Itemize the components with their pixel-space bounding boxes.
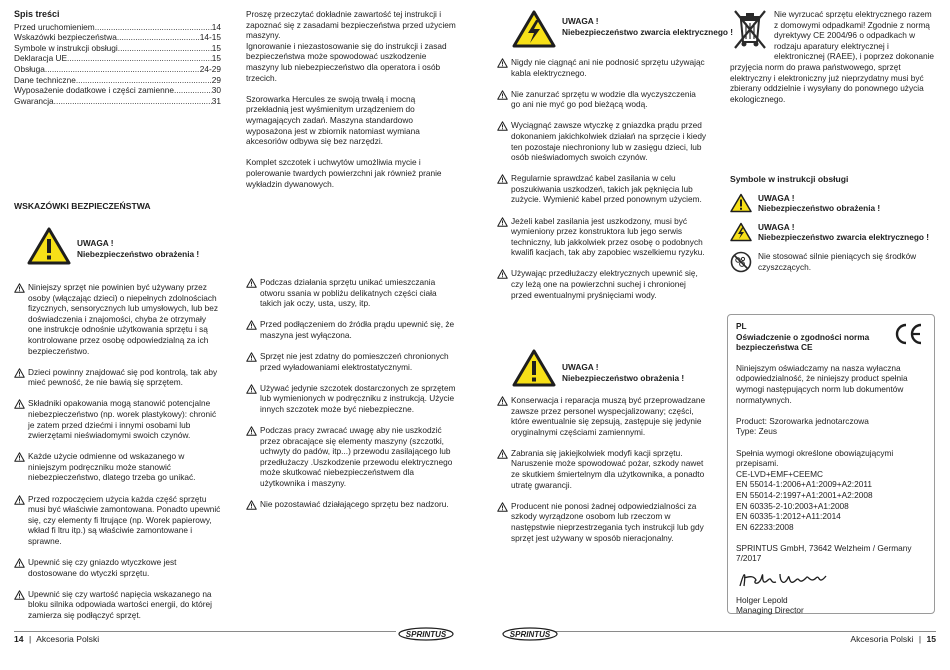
footer-rule-right	[555, 631, 936, 632]
declaration-standards-intro: Spełnia wymogi określone obowiązującymi przepisami.	[736, 447, 894, 469]
footer-rule-left	[14, 631, 396, 632]
safety-item	[497, 173, 707, 205]
toc-item-label: Przed uruchomieniem	[14, 21, 95, 32]
toc-item	[14, 43, 221, 54]
toc-leader	[54, 96, 212, 107]
declaration-date: 7/2017	[736, 553, 762, 564]
injury-safety-list	[497, 395, 707, 554]
standard-item: EN 60335-1:2012+A11:2014	[736, 511, 841, 522]
electric-warning-icon	[730, 222, 752, 242]
warning-triangle-icon	[512, 349, 556, 387]
toc-leader	[118, 43, 212, 54]
toc-item-page: 30	[211, 85, 221, 96]
safety-list-2	[246, 277, 456, 523]
intro-paragraph: Ignorowanie i niezastosowanie się do instrukcji i zasad bezpieczeństwa może spowodować uszkodzenie maszyny lub niebezpieczeństwo dla operatora i osób trzecich.	[246, 40, 447, 83]
warning-injury-box-2	[512, 349, 684, 387]
safety-list-1	[14, 282, 221, 631]
warning-bullet-icon	[497, 217, 511, 230]
intro-text	[246, 9, 456, 189]
toc-item-page: 14	[211, 21, 221, 32]
warning-bullet-icon	[14, 558, 28, 571]
safety-item-text: Składniki opakowania mogą stanowić potencjalne niebezpieczeństwo (np. worek plastykowy): chronić je zatem przed dziećmi i innymi osobami lub zwierzętami nieświadomymi swoich czynów.	[28, 398, 217, 441]
warning-bullet-icon	[14, 452, 28, 465]
intro-paragraph: Komplet szczotek i uchwytów umożliwia mycie i polerowanie twardych powierzchni jak również pranie wykładzin dywanowych.	[246, 157, 442, 189]
warning-triangle-icon	[27, 227, 71, 265]
toc-leader	[45, 64, 200, 75]
safety-item-text: Przed podłączeniem do źródła prądu upewnić się, że maszyna jest wyłączona.	[260, 319, 455, 340]
warning-bullet-icon	[497, 502, 511, 515]
toc-item-label: Dane techniczne	[14, 74, 76, 85]
declaration-lang: PL	[736, 321, 747, 331]
safety-item	[497, 216, 707, 258]
safety-item	[497, 268, 707, 300]
standard-item: EN 60335-2-10:2003+A1:2008	[736, 500, 849, 511]
intro-paragraph: Proszę przeczytać dokładnie zawartość tej instrukcji i zapoznać się z zasadami bezpieczeństwa przed użyciem maszyny.	[246, 9, 456, 41]
sprintus-logo	[398, 627, 454, 641]
warning-bullet-icon	[497, 90, 511, 103]
footer-right-page: 15	[926, 634, 936, 644]
warning-injury-box	[27, 227, 199, 265]
safety-item	[14, 451, 221, 483]
safety-item	[497, 120, 707, 162]
sprintus-logo	[502, 627, 558, 641]
warning-bullet-icon	[14, 368, 28, 381]
toc-leader	[76, 75, 212, 86]
safety-item	[14, 398, 221, 440]
symbol-no-foam	[730, 251, 936, 273]
standard-item: EN 55014-2:1997+A1:2001+A2:2008	[736, 489, 873, 500]
standard-item: EN 55014-1:2006+A1:2009+A2:2011	[736, 479, 872, 490]
safety-item	[246, 383, 456, 415]
safety-item-text: Podczas pracy zwracać uwagę aby nie uszkodzić przez obracające się elementy maszyny (szczotki, uchwyty do padów, itp...) przewodu zasilającego lub przedłużaczy .Uszkodzenie przewodu elektrycznego może skutkować niebezpieczeństwem dla użytkownika i maszyny.	[260, 424, 453, 488]
safety-item	[497, 89, 707, 110]
warning-bullet-icon	[246, 384, 260, 397]
toc-item-page: 14-15	[199, 32, 221, 43]
safety-item-text: Konserwacja i reparacja muszą być przeprowadzane zawsze przez personel wyspecjalizowany; części, które ewentualnie się zepsują, zastępuje się jedynie oryginalnymi częściami zamiennymi.	[511, 395, 706, 437]
footer-right: Akcesoria Polski | 15	[850, 634, 936, 644]
declaration-statement: Niniejszym oświadczamy na nasza wyłaczna odpowiedzialność, że niniejszy product spełnia wymogi następujących norm lub dokumentów normatywnych.	[736, 362, 908, 405]
safety-item-text: Producent nie ponosi żadnej odpowiedzialności za szkody wyrządzone osobom lub rzeczom w następstwie nieprzestrzegania tych instrukcji lub gdy sprzęt jest używany w sposób nieracjonalny.	[511, 500, 704, 543]
standard-item: CE-LVD+EMF+CEEMC	[736, 468, 823, 479]
toc-item-label: Gwarancja	[14, 95, 54, 106]
warning-bullet-icon	[14, 590, 28, 603]
toc-leader	[67, 53, 212, 64]
no-foam-icon	[730, 251, 752, 273]
warning-bullet-icon	[246, 426, 260, 439]
toc-leader	[95, 22, 212, 33]
safety-heading: WSKAZÓWKI BEZPIECZEŃSTWA	[14, 201, 151, 211]
toc-item-page: 29	[211, 74, 221, 85]
warning-electric-text: UWAGA ! Niebezpieczeństwo zwarcia elektrycznego !	[562, 16, 734, 37]
safety-item-text: Przed rozpoczęciem użycia każda część sprzętu musi być właściwie zamontowana. Ponadto upewnić się, czy elementy fi ltrujące (np. Worek papierowy, wkład fi ltru itp.) są właściwie zamontowane i sprawne.	[28, 493, 221, 546]
warning-bullet-icon	[497, 121, 511, 134]
toc-item-label: Wskazówki bezpieczeństwa	[14, 32, 117, 43]
safety-item	[14, 282, 221, 356]
table-of-contents	[14, 9, 221, 106]
declaration-signer-title: Managing Director	[736, 605, 804, 616]
footer-left-page: 14	[14, 634, 24, 644]
safety-item-text: Używając przedłużaczy elektrycznych upewnić się, czy leżą one na powierzchni suchej i chronionej przed ewentualnymi pryśnięciami wody.	[511, 268, 698, 300]
declaration-title: Oświadczenie o zgodności norma bezpieczeństwa CE	[736, 331, 870, 353]
safety-item-text: Upewnić się czy wartość napięcia wskazanego na bloku silnika odpowiada wartości energii, do której zamierza się podłączyć sprzęt.	[28, 588, 213, 620]
footer-left: 14 | Akcesoria Polski	[14, 634, 100, 644]
declaration-signer: Holger Lepold	[736, 594, 788, 605]
safety-item-text: Zabrania się jakiejkolwiek modyfi kacji sprzętu. Naruszenie może spowodować pożar, szkody nawet ze skutkiem śmiertelnym dla użytkownika, a ponadto utratę gwarancji.	[511, 447, 705, 490]
svg-text:SPRINTUS: SPRINTUS	[509, 630, 551, 639]
footer-left-text: Akcesoria Polski	[36, 634, 100, 644]
warning-bullet-icon	[497, 58, 511, 71]
electric-warning-icon	[512, 10, 556, 48]
electric-safety-list	[497, 57, 707, 311]
symbols-heading: Symbole w instrukcji obsługi	[730, 174, 849, 184]
declaration-type: Type: Zeus	[736, 426, 778, 437]
declaration-box	[727, 314, 935, 614]
safety-item	[14, 557, 221, 578]
symbol-electric-text: UWAGA ! Niebezpieczeństwo zwarcia elektrycznego !	[758, 221, 930, 243]
declaration-company: SPRINTUS GmbH, 73642 Welzheim / Germany	[736, 542, 912, 553]
toc-item	[14, 96, 221, 107]
toc-item-page: 15	[211, 53, 221, 64]
signature-icon	[736, 566, 831, 592]
symbols-section	[730, 174, 936, 281]
toc-item	[14, 22, 221, 33]
safety-item	[14, 589, 221, 621]
safety-item-text: Jeżeli kabel zasilania jest uszkodzony, musi być wymieniony przez konstruktora lub jego serwis techniczny, lub jakkolwiek przez osobę o podobnych kwalifi kacjach, tak aby zapobiec wszelkiemu ryzyku.	[511, 215, 705, 258]
warning-injury-text-2: UWAGA ! Niebezpieczeństwo obrażenia !	[562, 362, 685, 383]
safety-item	[246, 277, 456, 309]
toc-item	[14, 32, 221, 43]
warning-bullet-icon	[497, 174, 511, 187]
weee-text: Nie wyrzucać sprzętu elektrycznego razem z domowymi odpadkami! Zgodnie z normą dyrektywy CE 2004/96 o odpadkach w rodzaju aparatury elektrycznej i elektronicznej (RAEE), i poprzez dokonanie przyjęcia norm do prawa państwowego, sprzęt elektryczny i elektroniczny już nieprzydatny musi być zbierany oddzielnie i wysyłany do ponownego użycia ekologicznego.	[730, 9, 935, 104]
warning-bullet-icon	[246, 278, 260, 291]
toc-item	[14, 64, 221, 75]
warning-electric-box	[512, 10, 733, 48]
safety-item	[246, 351, 456, 372]
warning-bullet-icon	[497, 396, 511, 409]
safety-item	[14, 367, 221, 388]
symbol-injury	[730, 193, 936, 214]
safety-item-text: Używać jedynie szczotek dostarczonych ze sprzętem lub wymienionych w podręczniku z instrukcją. Użycie innych szczotek może być niebezpieczne.	[260, 382, 456, 414]
safety-item-text: Regularnie sprawdzać kabel zasilania w celu poszukiwania uszkodzeń, takich jak pęknięcia lub zużycie. Wymienić kabel przed ponownym użyciem.	[511, 173, 702, 205]
toc-item	[14, 53, 221, 64]
warning-bullet-icon	[246, 320, 260, 333]
ce-mark-icon	[894, 323, 924, 345]
warning-bullet-icon	[246, 500, 260, 513]
toc-item-page: 31	[211, 95, 221, 106]
warning-injury-text: UWAGA ! Niebezpieczeństwo obrażenia !	[77, 238, 200, 259]
declaration-product: Product: Szorowarka jednotarczowa	[736, 415, 869, 426]
symbol-no-foam-text: Nie stosować silnie pieniących się środków czyszczących.	[758, 251, 917, 272]
safety-item-text: Nigdy nie ciągnąć ani nie podnosić sprzętu używając kabla elektrycznego.	[511, 57, 705, 78]
warning-bullet-icon	[14, 283, 28, 296]
footer-right-text: Akcesoria Polski	[850, 634, 914, 644]
safety-item-text: Nie zanurzać sprzętu w wodzie dla wyczyszczenia go ani nie myć go pod bieżącą wodą.	[511, 88, 696, 110]
safety-item	[497, 57, 707, 78]
safety-item	[497, 395, 707, 437]
safety-item	[246, 319, 456, 340]
toc-leader	[117, 32, 200, 43]
toc-item-label: Obsługa	[14, 63, 45, 74]
warning-triangle-icon	[730, 193, 752, 213]
toc-item-page: 15	[211, 42, 221, 53]
safety-item	[14, 494, 221, 547]
warning-bullet-icon	[14, 399, 28, 412]
toc-leader	[174, 85, 212, 96]
toc-item-page: 24-29	[199, 63, 221, 74]
safety-item-text: Sprzęt nie jest zdatny do pomieszczeń chronionych przed wyładowaniami elektrostatycznymi.	[260, 350, 449, 372]
safety-item-text: Niniejszy sprzęt nie powinien być używany przez osoby (włączając dzieci) o niepełnych zdolnościach fizycznych, sensorycznych lub umysłowych, lub bez doświadczenia i znajomości, chyba że otrzymały one instrukcje odnośnie użytkowania sprzętu i są kontrolowane przez osobę odpowiedzialną za ich bezpieczeństwo.	[28, 282, 218, 356]
symbol-injury-text: UWAGA ! Niebezpieczeństwo obrażenia !	[758, 192, 881, 214]
toc-title: Spis treści	[14, 9, 60, 19]
standard-item: EN 62233:2008	[736, 521, 794, 532]
warning-bullet-icon	[246, 352, 260, 365]
symbol-electric	[730, 222, 936, 243]
intro-paragraph: Szorowarka Hercules ze swoją trwałą i mocną przekładnią jest wyśmienitym urządzeniem do wymagających zadań. Maszyna standardowo wyposażona jest w zbiornik natomiast wymiana akcesoriów odbywa się bez narzędzi.	[246, 93, 420, 147]
declaration-standards	[736, 469, 926, 533]
toc-item	[14, 85, 221, 96]
safety-item	[497, 501, 707, 543]
safety-item-text: Upewnić się czy gniazdo wtyczkowe jest dostosowane do wtyczki sprzętu.	[28, 556, 177, 578]
toc-item-label: Wyposażenie dodatkowe i części zamienne	[14, 85, 174, 96]
toc-item-label: Symbole w instrukcji obsługi	[14, 42, 118, 53]
warning-bullet-icon	[14, 495, 28, 508]
svg-text:SPRINTUS: SPRINTUS	[405, 630, 447, 639]
safety-item-text: Nie pozostawiać działającego sprzętu bez nadzoru.	[260, 499, 449, 509]
safety-item-text: Każde użycie odmienne od wskazanego w niniejszym podręczniku może stanowić niebezpieczeństwo, dlatego trzeba go unikać.	[28, 451, 196, 483]
warning-bullet-icon	[497, 269, 511, 282]
safety-item	[246, 425, 456, 489]
safety-item-text: Wyciągnąć zawsze wtyczkę z gniazdka prądu przed dokonaniem jakichkolwiek działań na sprzęcie i kiedy ten pozostaje niechroniony lub w zasięgu dzieci, lub osób nieświadomych swoich czynów.	[511, 120, 707, 163]
safety-item	[497, 448, 707, 490]
toc-item-label: Deklaracja UE	[14, 53, 68, 64]
safety-item-text: Podczas działania sprzętu unikać umieszczania otworu ssania w pobliżu delikatnych części ciała takich jak oczy, usta, uszy, itp.	[260, 277, 437, 309]
warning-bullet-icon	[497, 449, 511, 462]
toc-item	[14, 75, 221, 86]
safety-item-text: Dzieci powinny znajdować się pod kontrolą, tak aby mieć pewność, że nie bawią się sprzętem.	[28, 366, 218, 388]
safety-item	[246, 499, 456, 513]
